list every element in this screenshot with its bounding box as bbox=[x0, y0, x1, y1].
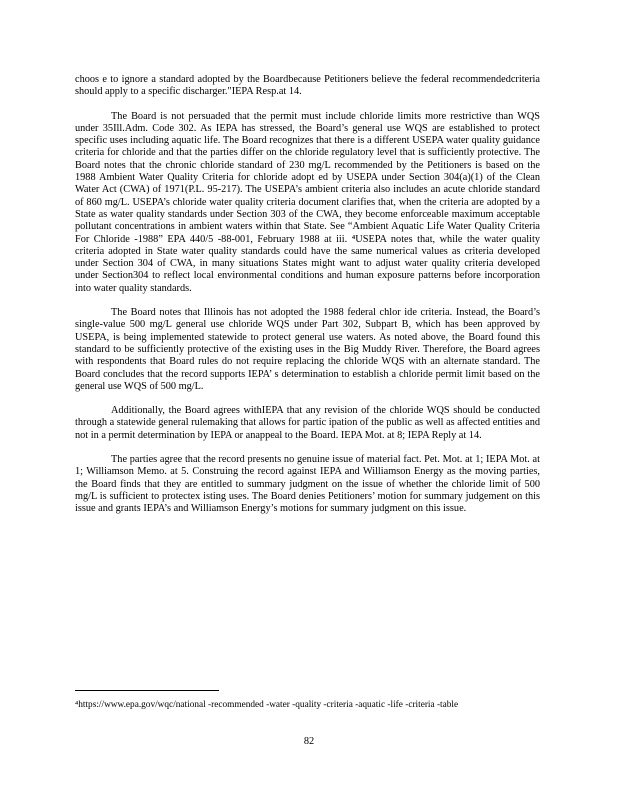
footnote: ⁴https://www.epa.gov/wqc/national -recommended -water -quality -criteria -aquatic -life -criteria -table bbox=[75, 700, 459, 710]
paragraph-board-not-persuaded: The Board is not persuaded that the permit must include chloride limits more restrictive than WQS under 35Ill.Adm. Code 302. As IEPA has stressed, the Board’s general use WQS are established to protect specific uses including aquatic life. The Board recognizes that there is a different USEPA water quality guidance criteria for chloride and that the parties differ on the chloride regulatory level that is sufficiently protective. The Board notes that the chronic chloride standard of 230 mg/L recommended by the Petitioners is based on the 1988 Ambient Water Quality Criteria for chloride adopt ed by USEPA under Section 304(a)(1) of the Clean Water Act (CWA) of 1971(P.L. 95-217). The USEPA’s ambient criteria also includes an acute chloride standard of 860 mg/L. USEPA’s chloride water quality criteria document clarifies that, when the criteria are adopted by a State as water quality standards under Section 303 of the CWA, they become enforceable maximum acceptable pollutant concentrations in ambient waters within that State. See “Ambient Aquatic Life Water Quality Criteria For Chloride -1988” EPA 440/5 -88-001, February 1988 at iii. ⁴USEPA notes that, while the water quality criteria adopted in State water quality standards could have the same numerical values as criteria developed under Section 304 of CWA, in many situations States might want to adjust water quality criteria developed under Section304 to reflect local environmental conditions and human exposure patterns before incorporation into water quality standards. bbox=[75, 110, 540, 294]
page-number: 82 bbox=[303, 736, 315, 747]
paragraph-additionally: Additionally, the Board agrees withIEPA that any revision of the chloride WQS should be conducted through a statewide general rulemaking that allows for partic ipation of the public as well as affected entities and not in a permit determination by IEPA or anappeal to the Board. IEPA Mot. at 8; IEPA Reply at 14. bbox=[75, 405, 540, 441]
paragraph-continuation: choos e to ignore a standard adopted by the Boardbecause Petitioners believe the federal recommendedcriteria should apply to a specific discharger."IEPA Resp.at 14. bbox=[75, 74, 540, 98]
paragraph-parties-agree: The parties agree that the record presents no genuine issue of material fact. Pet. Mot. at 1; IEPA Mot. at 1; Williamson Memo. at 5. Construing the record against IEPA and Williamson Energy as the moving parties, the Board finds that they are entitled to summary judgment on the issue of whether the chloride limit of 500 mg/L is sufficient to protectex isting uses. The Board denies Petitioners’ motion for summary judgement on this issue and grants IEPA’s and Williamson Energy’s motions for summary judgment on this issue. bbox=[75, 454, 540, 515]
body-text bbox=[75, 74, 540, 516]
footnote-separator bbox=[75, 690, 219, 691]
paragraph-illinois-not-adopted: The Board notes that Illinois has not adopted the 1988 federal chlor ide criteria. Instead, the Board’s single-value 500 mg/L general use chloride WQS under Part 302, Subpart B, which has been approved by USEPA, is being implemented statewide to protect general use waters. As noted above, the Board found this standard to be sufficiently protective of the existing uses in the Big Muddy River. Therefore, the Board agrees with respondents that Board rules do not require replacing the chloride WQS with an alternate standard. The Board concludes that the record supports IEPA’ s determination to establish a chloride permit limit based on the general use WQS of 500 mg/L. bbox=[75, 307, 540, 392]
